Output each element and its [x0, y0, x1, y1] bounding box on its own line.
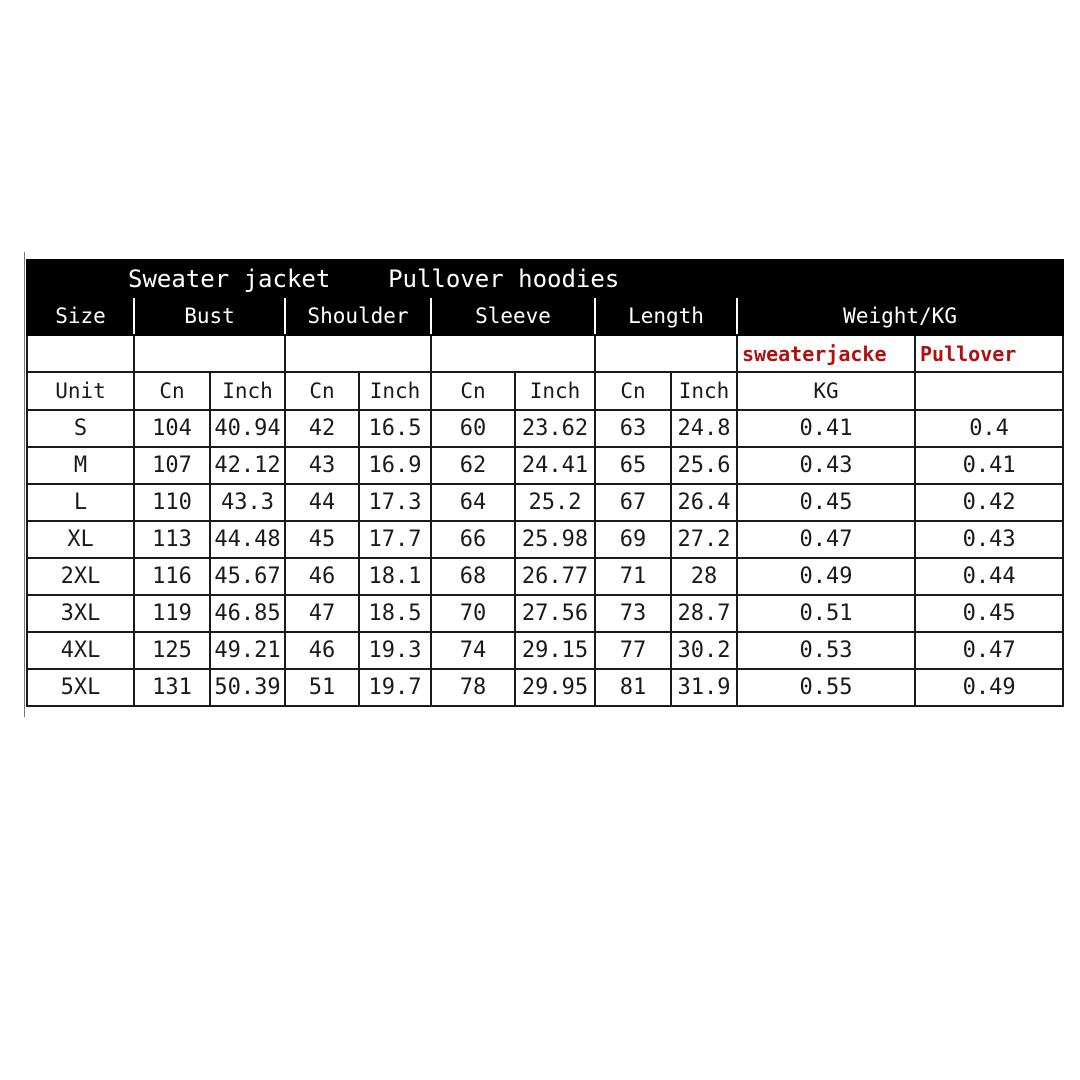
cell-sleeve-inch: 24.41 [515, 447, 595, 484]
cell-sleeve-cn: 64 [431, 484, 515, 521]
unit-shoulder-cn: Cn [285, 372, 359, 410]
cell-bust-cn: 110 [134, 484, 210, 521]
cell-weight-sweater: 0.53 [737, 632, 915, 669]
cell-length-cn: 81 [595, 669, 671, 706]
unit-length-cn: Cn [595, 372, 671, 410]
cell-sleeve-inch: 25.2 [515, 484, 595, 521]
cell-size: 4XL [27, 632, 134, 669]
table-title [27, 260, 1063, 297]
cell-shoulder-cn: 51 [285, 669, 359, 706]
cell-size: 2XL [27, 558, 134, 595]
cell-sleeve-cn: 70 [431, 595, 515, 632]
cell-length-cn: 73 [595, 595, 671, 632]
cell-size: 5XL [27, 669, 134, 706]
cell-size: M [27, 447, 134, 484]
cell-size: 3XL [27, 595, 134, 632]
cell-length-cn: 65 [595, 447, 671, 484]
cell-bust-inch: 44.48 [210, 521, 285, 558]
cell-length-inch: 24.8 [671, 410, 737, 447]
cell-sleeve-cn: 74 [431, 632, 515, 669]
cell-size: L [27, 484, 134, 521]
cell-shoulder-inch: 16.9 [359, 447, 431, 484]
unit-bust-cn: Cn [134, 372, 210, 410]
cell-bust-cn: 104 [134, 410, 210, 447]
cell-sleeve-cn: 62 [431, 447, 515, 484]
table-title-text: Sweater jacket Pullover hoodies [128, 264, 620, 293]
cell-bust-inch: 50.39 [210, 669, 285, 706]
cell-bust-inch: 45.67 [210, 558, 285, 595]
cell-shoulder-inch: 16.5 [359, 410, 431, 447]
header-shoulder: Shoulder [285, 297, 431, 335]
cell-weight-sweater: 0.47 [737, 521, 915, 558]
table-row [27, 595, 1063, 632]
cell-sleeve-inch: 27.56 [515, 595, 595, 632]
cell-bust-cn: 119 [134, 595, 210, 632]
unit-label: Unit [27, 372, 134, 410]
cell-sleeve-inch: 29.95 [515, 669, 595, 706]
title-row [27, 260, 1063, 297]
cell-shoulder-inch: 17.3 [359, 484, 431, 521]
header-sleeve: Sleeve [431, 297, 595, 335]
unit-length-inch: Inch [671, 372, 737, 410]
cell-size: S [27, 410, 134, 447]
cell-sleeve-cn: 66 [431, 521, 515, 558]
cell-weight-sweater: 0.49 [737, 558, 915, 595]
cell-sleeve-inch: 29.15 [515, 632, 595, 669]
cell-bust-cn: 116 [134, 558, 210, 595]
cell-length-inch: 25.6 [671, 447, 737, 484]
cell-length-inch: 28 [671, 558, 737, 595]
cell-shoulder-inch: 17.7 [359, 521, 431, 558]
left-edge-line [24, 252, 25, 717]
size-chart [26, 259, 1062, 707]
cell-weight-pullover: 0.42 [915, 484, 1063, 521]
cell-weight-sweater: 0.51 [737, 595, 915, 632]
cell-shoulder-cn: 44 [285, 484, 359, 521]
cell-shoulder-inch: 19.3 [359, 632, 431, 669]
header-weight: Weight/KG [737, 297, 1063, 335]
cell-length-inch: 26.4 [671, 484, 737, 521]
unit-sleeve-cn: Cn [431, 372, 515, 410]
header-size: Size [27, 297, 134, 335]
cell-sleeve-inch: 25.98 [515, 521, 595, 558]
unit-bust-inch: Inch [210, 372, 285, 410]
subheader-empty-shoulder [285, 335, 431, 372]
cell-weight-sweater: 0.55 [737, 669, 915, 706]
unit-weight-empty [915, 372, 1063, 410]
cell-weight-pullover: 0.4 [915, 410, 1063, 447]
cell-shoulder-cn: 45 [285, 521, 359, 558]
weight-label-sweater: sweaterjacke [737, 335, 915, 372]
cell-weight-pullover: 0.45 [915, 595, 1063, 632]
cell-bust-cn: 113 [134, 521, 210, 558]
table-row [27, 484, 1063, 521]
header-row [27, 297, 1063, 335]
cell-weight-sweater: 0.43 [737, 447, 915, 484]
cell-shoulder-cn: 46 [285, 558, 359, 595]
table-row [27, 410, 1063, 447]
table-row [27, 669, 1063, 706]
subheader-empty-sleeve [431, 335, 595, 372]
table-row [27, 558, 1063, 595]
cell-bust-cn: 131 [134, 669, 210, 706]
table-row [27, 632, 1063, 669]
cell-length-cn: 67 [595, 484, 671, 521]
cell-shoulder-inch: 18.5 [359, 595, 431, 632]
cell-length-inch: 27.2 [671, 521, 737, 558]
cell-weight-sweater: 0.41 [737, 410, 915, 447]
subheader-row [27, 335, 1063, 372]
cell-bust-cn: 107 [134, 447, 210, 484]
header-length: Length [595, 297, 737, 335]
cell-length-cn: 77 [595, 632, 671, 669]
cell-shoulder-cn: 42 [285, 410, 359, 447]
cell-weight-pullover: 0.44 [915, 558, 1063, 595]
cell-length-inch: 31.9 [671, 669, 737, 706]
cell-bust-inch: 40.94 [210, 410, 285, 447]
table-body [27, 260, 1063, 706]
header-bust: Bust [134, 297, 285, 335]
cell-shoulder-inch: 18.1 [359, 558, 431, 595]
cell-weight-pullover: 0.43 [915, 521, 1063, 558]
cell-shoulder-cn: 46 [285, 632, 359, 669]
cell-bust-cn: 125 [134, 632, 210, 669]
cell-length-cn: 63 [595, 410, 671, 447]
subheader-empty-length [595, 335, 737, 372]
unit-weight-kg: KG [737, 372, 915, 410]
unit-row [27, 372, 1063, 410]
table-row [27, 521, 1063, 558]
table-row [27, 447, 1063, 484]
cell-length-inch: 30.2 [671, 632, 737, 669]
cell-weight-pullover: 0.47 [915, 632, 1063, 669]
cell-bust-inch: 43.3 [210, 484, 285, 521]
cell-weight-pullover: 0.41 [915, 447, 1063, 484]
unit-sleeve-inch: Inch [515, 372, 595, 410]
subheader-empty-bust [134, 335, 285, 372]
size-table [26, 259, 1064, 707]
cell-length-cn: 71 [595, 558, 671, 595]
cell-shoulder-inch: 19.7 [359, 669, 431, 706]
cell-weight-sweater: 0.45 [737, 484, 915, 521]
cell-size: XL [27, 521, 134, 558]
cell-shoulder-cn: 43 [285, 447, 359, 484]
cell-sleeve-cn: 60 [431, 410, 515, 447]
cell-sleeve-inch: 23.62 [515, 410, 595, 447]
cell-bust-inch: 46.85 [210, 595, 285, 632]
cell-sleeve-cn: 78 [431, 669, 515, 706]
cell-sleeve-inch: 26.77 [515, 558, 595, 595]
unit-shoulder-inch: Inch [359, 372, 431, 410]
cell-sleeve-cn: 68 [431, 558, 515, 595]
cell-length-inch: 28.7 [671, 595, 737, 632]
cell-weight-pullover: 0.49 [915, 669, 1063, 706]
cell-bust-inch: 49.21 [210, 632, 285, 669]
cell-shoulder-cn: 47 [285, 595, 359, 632]
subheader-empty-size [27, 335, 134, 372]
cell-length-cn: 69 [595, 521, 671, 558]
weight-label-pullover: Pullover [915, 335, 1063, 372]
cell-bust-inch: 42.12 [210, 447, 285, 484]
